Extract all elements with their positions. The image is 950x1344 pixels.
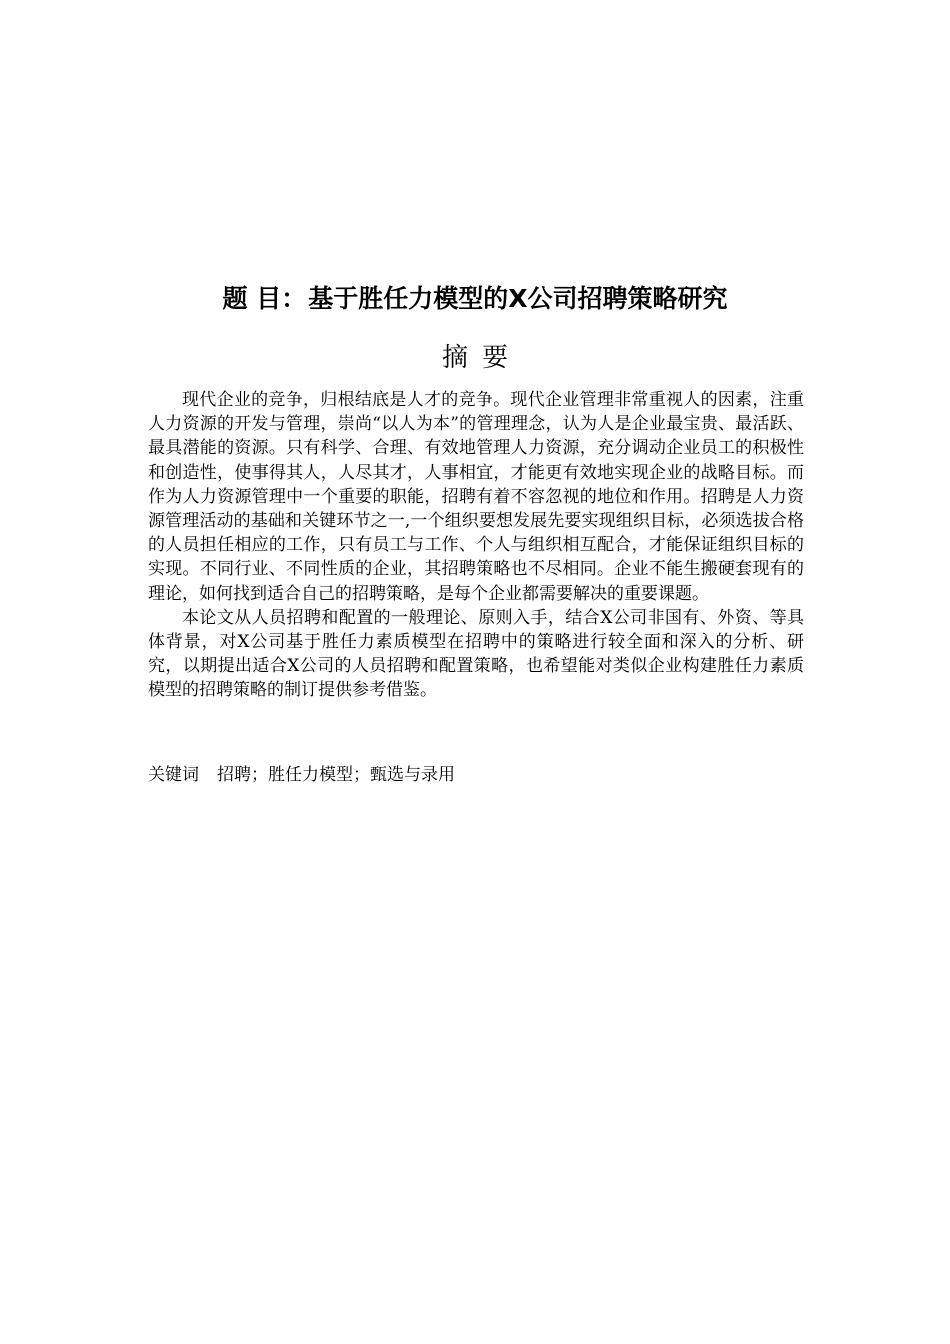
keywords-text: 招聘；胜任力模型；甄选与录用 [217, 765, 455, 785]
abstract-paragraph-1: 现代企业的竞争，归根结底是人才的竞争。现代企业管理非常重视人的因素，注重人力资源的开发与管理，崇尚“以人为本”的管理理念，认为人是企业最宝贵、最活跃、最具潜能的资源。只有科学、合理、有效地管理人力资源，充分调动企业员工的积极性和创造性，使事得其人，人尽其才，人事相宜，才能更有效地实现企业的战略目标。而作为人力资源管理中一个重要的职能，招聘有着不容忽视的地位和作用。招聘是人力资源管理活动的基础和关键环节之一,一个组织要想发展先要实现组织目标，必须选拔合格的人员担任相应的工作，只有员工与工作、个人与组织相互配合，才能保证组织目标的实现。不同行业、不同性质的企业，其招聘策略也不尽相同。企业不能生搬硬套现有的理论，如何找到适合自己的招聘策略，是每个企业都需要解决的重要课题。 [148, 390, 804, 604]
abstract-paragraph-2: 本论文从人员招聘和配置的一般理论、原则入手，结合X公司非国有、外资、等具体背景，对X公司基于胜任力素质模型在招聘中的策略进行较全面和深入的分析、研究，以期提出适合X公司的人员招聘和配置策略，也希望能对类似企业构建胜任力素质模型的招聘策略的制订提供参考借鉴。 [148, 607, 804, 701]
title-label: 题 目： [222, 284, 307, 313]
keywords-line [148, 763, 804, 787]
keywords-label: 关键词 [148, 765, 199, 785]
abstract-body [148, 388, 804, 703]
thesis-title [0, 282, 950, 316]
abstract-heading: 摘要 [441, 343, 522, 373]
title-text: 基于胜任力模型的X公司招聘策略研究 [308, 284, 728, 313]
